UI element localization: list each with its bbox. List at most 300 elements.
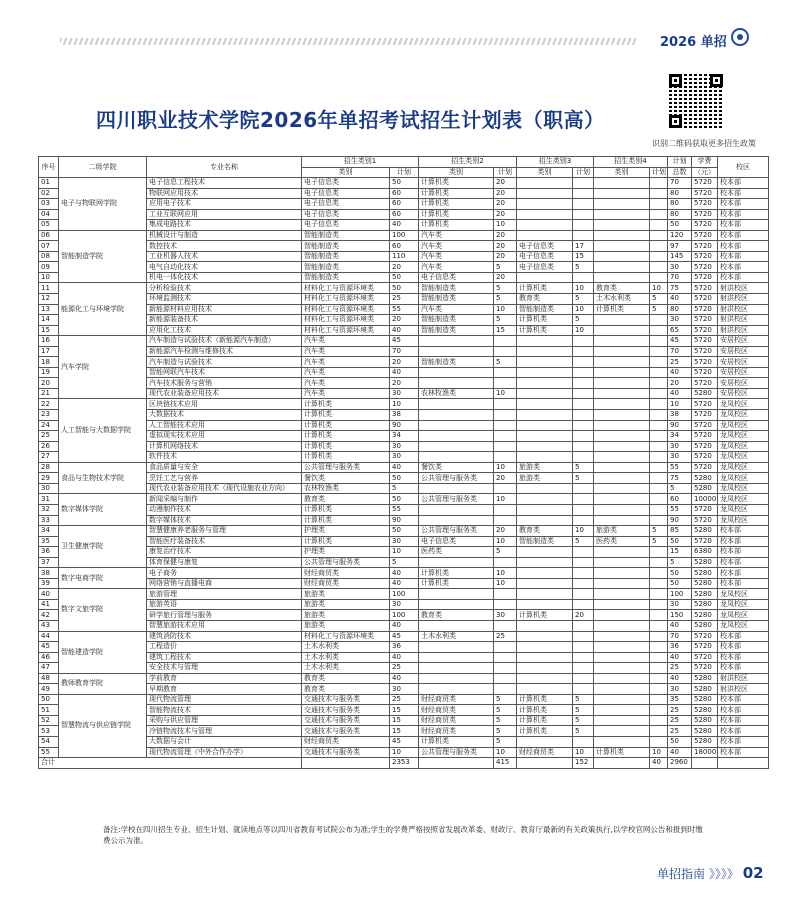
table-cell: 计算机类: [302, 441, 390, 452]
table-cell: 5: [494, 547, 517, 558]
table-cell: [517, 652, 573, 663]
table-cell: 01: [39, 178, 59, 189]
table-row: [39, 325, 769, 336]
table-cell: 财经商贸类: [419, 726, 494, 737]
table-cell: 10: [494, 220, 517, 231]
table-cell: [517, 378, 573, 389]
totals-cell: 合计: [39, 758, 302, 769]
table-cell: 20: [494, 178, 517, 189]
table-cell: 50: [668, 578, 692, 589]
table-cell: 50: [668, 568, 692, 579]
table-cell: 30: [39, 483, 59, 494]
table-cell: [419, 420, 494, 431]
table-cell: [594, 483, 650, 494]
table-cell: 10: [494, 462, 517, 473]
table-cell: 计算机类: [517, 715, 573, 726]
table-row: [39, 431, 769, 442]
table-cell: 40: [390, 462, 419, 473]
table-cell: 19: [39, 367, 59, 378]
table-cell: [419, 346, 494, 357]
table-cell: 射洪校区: [718, 325, 769, 336]
table-row: [39, 715, 769, 726]
table-row: [39, 462, 769, 473]
table-cell: 17: [39, 346, 59, 357]
header-stripe: [60, 38, 638, 45]
table-cell: [650, 230, 668, 241]
table-cell: [650, 694, 668, 705]
table-cell: 5720: [692, 315, 718, 326]
table-cell: 5: [573, 705, 594, 716]
table-cell: [594, 631, 650, 642]
table-cell: [594, 262, 650, 273]
table-cell: [573, 420, 594, 431]
table-cell: [573, 367, 594, 378]
table-cell: [573, 410, 594, 421]
table-cell: [419, 663, 494, 674]
totals-cell: [419, 758, 494, 769]
table-cell: 材料化工与资源环境类: [302, 325, 390, 336]
table-cell: 财经商贸类: [419, 715, 494, 726]
table-cell: [494, 378, 517, 389]
table-cell: 20: [494, 251, 517, 262]
table-cell: 建筑消防技术: [147, 631, 302, 642]
table-cell: 校本部: [718, 188, 769, 199]
table-cell: 计算机类: [302, 504, 390, 515]
table-cell: [650, 599, 668, 610]
header-cat1: 招生类别1: [302, 157, 419, 168]
table-cell: 智能物流技术: [147, 705, 302, 716]
table-cell: [650, 473, 668, 484]
table-cell: 5720: [692, 283, 718, 294]
qr-caption: 识别二维码获取更多招生政策: [652, 139, 756, 148]
table-cell: 计算机类: [594, 747, 650, 758]
table-row: [39, 610, 769, 621]
table-cell: 5: [494, 294, 517, 305]
table-cell: 智能制造类: [302, 230, 390, 241]
table-cell: [650, 663, 668, 674]
table-cell: 旅游类: [594, 526, 650, 537]
table-cell: 软件技术: [147, 452, 302, 463]
table-cell: [650, 547, 668, 558]
table-row: [39, 747, 769, 758]
table-cell: 财经商贸类: [302, 736, 390, 747]
school-cell: 数字媒体学院: [59, 494, 147, 526]
table-cell: 龙凤校区: [718, 599, 769, 610]
table-cell: 5280: [692, 736, 718, 747]
table-cell: 大数据技术: [147, 410, 302, 421]
table-cell: 教育类: [594, 283, 650, 294]
table-cell: 校本部: [718, 642, 769, 653]
table-cell: [650, 346, 668, 357]
table-cell: 43: [39, 620, 59, 631]
table-cell: 37: [39, 557, 59, 568]
table-cell: [517, 483, 573, 494]
table-cell: 计算机类: [302, 452, 390, 463]
table-cell: 38: [39, 568, 59, 579]
table-cell: 29: [39, 473, 59, 484]
table-cell: 50: [390, 494, 419, 505]
table-cell: 校本部: [718, 631, 769, 642]
table-cell: 44: [39, 631, 59, 642]
table-cell: [419, 599, 494, 610]
table-cell: 计算机类: [517, 726, 573, 737]
table-cell: 土木水利类: [302, 663, 390, 674]
table-cell: 安居校区: [718, 367, 769, 378]
table-cell: [573, 557, 594, 568]
table-cell: 25: [494, 631, 517, 642]
table-cell: 60: [668, 494, 692, 505]
header-kind: 类别: [517, 167, 573, 178]
table-cell: 新能源汽车检测与维修技术: [147, 346, 302, 357]
table-cell: 5720: [692, 452, 718, 463]
table-cell: 10: [39, 272, 59, 283]
table-cell: 16: [39, 336, 59, 347]
table-cell: 5: [390, 483, 419, 494]
table-cell: [594, 378, 650, 389]
table-cell: 校本部: [718, 230, 769, 241]
table-cell: [650, 367, 668, 378]
table-cell: [494, 420, 517, 431]
table-cell: 射洪校区: [718, 304, 769, 315]
school-cell: 数字电商学院: [59, 568, 147, 589]
table-row: [39, 209, 769, 220]
table-cell: [573, 178, 594, 189]
table-cell: 20: [494, 188, 517, 199]
table-cell: [594, 462, 650, 473]
table-cell: [419, 673, 494, 684]
table-cell: 计算机类: [517, 610, 573, 621]
table-cell: [517, 673, 573, 684]
table-cell: 动漫制作技术: [147, 504, 302, 515]
footer-label: 单招指南: [657, 867, 706, 881]
table-cell: 30: [668, 441, 692, 452]
table-cell: [594, 736, 650, 747]
table-cell: 20: [390, 378, 419, 389]
table-cell: 10: [650, 747, 668, 758]
table-cell: 智能制造类: [419, 294, 494, 305]
table-cell: [594, 346, 650, 357]
table-cell: [594, 272, 650, 283]
table-cell: 计算机类: [419, 736, 494, 747]
table-cell: 55: [668, 462, 692, 473]
table-cell: 智能制造类: [419, 325, 494, 336]
header-kind: 类别: [302, 167, 390, 178]
table-cell: 计算机类: [594, 304, 650, 315]
table-cell: [419, 504, 494, 515]
table-row: [39, 188, 769, 199]
table-cell: 校本部: [718, 652, 769, 663]
table-cell: [650, 325, 668, 336]
table-cell: 50: [390, 272, 419, 283]
table-cell: 5720: [692, 462, 718, 473]
table-cell: 5720: [692, 251, 718, 262]
table-cell: 15: [494, 325, 517, 336]
table-cell: 40: [390, 652, 419, 663]
table-cell: 15: [573, 251, 594, 262]
table-cell: [650, 642, 668, 653]
table-cell: [650, 431, 668, 442]
table-cell: 电子商务: [147, 568, 302, 579]
table-cell: [573, 199, 594, 210]
header-campus: 校区: [718, 157, 769, 178]
table-cell: 50: [390, 178, 419, 189]
table-cell: 龙凤校区: [718, 610, 769, 621]
table-cell: 旅游管理: [147, 589, 302, 600]
table-cell: 10: [494, 494, 517, 505]
table-cell: [517, 515, 573, 526]
page-number: 02: [742, 864, 764, 882]
table-cell: 工业机器人技术: [147, 251, 302, 262]
header-major: 专业名称: [147, 157, 302, 178]
table-row: [39, 315, 769, 326]
table-cell: [517, 220, 573, 231]
table-cell: 计算机类: [302, 515, 390, 526]
table-cell: 早期教育: [147, 684, 302, 695]
table-cell: 34: [39, 526, 59, 537]
table-cell: 40: [390, 325, 419, 336]
table-cell: [594, 663, 650, 674]
table-row: [39, 367, 769, 378]
table-cell: 汽车类: [419, 304, 494, 315]
totals-cell: [594, 758, 650, 769]
table-cell: 10000: [692, 494, 718, 505]
table-cell: [594, 336, 650, 347]
table-cell: [594, 388, 650, 399]
table-cell: [650, 272, 668, 283]
table-cell: 90: [390, 420, 419, 431]
table-cell: 30: [390, 599, 419, 610]
table-cell: 47: [39, 663, 59, 674]
table-cell: 60: [390, 241, 419, 252]
table-cell: [419, 652, 494, 663]
table-cell: 安居校区: [718, 378, 769, 389]
table-cell: 5720: [692, 441, 718, 452]
table-cell: [573, 188, 594, 199]
table-cell: [573, 220, 594, 231]
table-cell: [573, 631, 594, 642]
table-cell: 虚拟现实技术应用: [147, 431, 302, 442]
table-row: [39, 526, 769, 537]
table-cell: 电子信息类: [302, 209, 390, 220]
table-cell: [650, 610, 668, 621]
table-cell: [517, 557, 573, 568]
table-cell: 20: [390, 357, 419, 368]
table-cell: [650, 251, 668, 262]
table-cell: 校本部: [718, 241, 769, 252]
table-cell: 智能制造类: [302, 262, 390, 273]
table-cell: 25: [668, 726, 692, 737]
table-cell: 汽车类: [302, 357, 390, 368]
header-cat4: 招生类别4: [594, 157, 668, 168]
table-cell: [650, 589, 668, 600]
table-cell: 5280: [692, 694, 718, 705]
table-cell: 5720: [692, 631, 718, 642]
table-cell: [517, 399, 573, 410]
table-cell: [494, 431, 517, 442]
header-seq: 序号: [39, 157, 59, 178]
table-cell: [573, 568, 594, 579]
table-row: [39, 589, 769, 600]
table-cell: [419, 589, 494, 600]
table-cell: 25: [668, 663, 692, 674]
table-cell: 5280: [692, 557, 718, 568]
table-cell: 研学旅行管理与服务: [147, 610, 302, 621]
table-cell: [594, 357, 650, 368]
table-cell: [573, 663, 594, 674]
table-cell: 36: [668, 642, 692, 653]
table-cell: 龙凤校区: [718, 589, 769, 600]
table-cell: [650, 504, 668, 515]
table-cell: 分析检验技术: [147, 283, 302, 294]
table-cell: 汽车类: [302, 346, 390, 357]
table-cell: 机械设计与制造: [147, 230, 302, 241]
table-cell: [573, 441, 594, 452]
table-cell: 智能制造类: [517, 304, 573, 315]
table-cell: 13: [39, 304, 59, 315]
table-cell: 教育类: [419, 610, 494, 621]
table-cell: 60: [390, 188, 419, 199]
table-cell: 校本部: [718, 747, 769, 758]
table-cell: 智慧旅游技术应用: [147, 620, 302, 631]
table-cell: 5720: [692, 272, 718, 283]
table-cell: [594, 367, 650, 378]
table-cell: 10: [573, 304, 594, 315]
page-footer: [657, 864, 764, 882]
table-cell: 20: [494, 241, 517, 252]
table-cell: 15: [390, 715, 419, 726]
school-cell: 智慧物流与供应链学院: [59, 694, 147, 757]
table-cell: 安居校区: [718, 336, 769, 347]
totals-cell: 2960: [668, 758, 692, 769]
header-plan: 计划: [650, 167, 668, 178]
table-cell: 10: [494, 747, 517, 758]
table-cell: 校本部: [718, 705, 769, 716]
header-fee-sub: （元）: [692, 167, 718, 178]
table-cell: 校本部: [718, 272, 769, 283]
table-row: [39, 473, 769, 484]
table-cell: 新能源装备技术: [147, 315, 302, 326]
table-cell: 10: [650, 283, 668, 294]
table-cell: 5: [390, 557, 419, 568]
table-cell: 40: [668, 367, 692, 378]
table-cell: 校本部: [718, 251, 769, 262]
table-cell: [594, 557, 650, 568]
table-cell: 电子信息类: [517, 241, 573, 252]
table-cell: 工程造价: [147, 642, 302, 653]
table-cell: 20: [494, 526, 517, 537]
qr-code-icon[interactable]: [667, 72, 725, 130]
table-cell: 5: [573, 462, 594, 473]
table-cell: [494, 673, 517, 684]
table-cell: [517, 367, 573, 378]
school-cell: 人工智能与大数据学院: [59, 399, 147, 462]
table-cell: 计算机类: [419, 199, 494, 210]
table-cell: 校本部: [718, 526, 769, 537]
table-cell: 计算机类: [419, 188, 494, 199]
table-cell: 25: [390, 294, 419, 305]
table-cell: [517, 589, 573, 600]
table-cell: 70: [668, 346, 692, 357]
table-cell: [650, 652, 668, 663]
table-cell: 教育类: [517, 294, 573, 305]
header-cat3: 招生类别3: [517, 157, 594, 168]
table-cell: 校本部: [718, 715, 769, 726]
table-cell: 汽车类: [419, 251, 494, 262]
table-cell: 5: [494, 283, 517, 294]
table-cell: 食品质量与安全: [147, 462, 302, 473]
totals-cell: [517, 758, 573, 769]
table-cell: 龙凤校区: [718, 620, 769, 631]
table-cell: 31: [39, 494, 59, 505]
table-row: [39, 652, 769, 663]
table-body: [39, 178, 769, 769]
table-cell: 20: [390, 315, 419, 326]
table-cell: 学前教育: [147, 673, 302, 684]
table-cell: [517, 631, 573, 642]
table-cell: 旅游英语: [147, 599, 302, 610]
table-cell: 大数据与会计: [147, 736, 302, 747]
table-cell: 11: [39, 283, 59, 294]
table-row: [39, 262, 769, 273]
table-cell: 智能制造类: [302, 251, 390, 262]
table-cell: 5720: [692, 220, 718, 231]
table-cell: 龙凤校区: [718, 462, 769, 473]
table-cell: 10: [573, 747, 594, 758]
table-cell: [573, 515, 594, 526]
table-cell: [573, 272, 594, 283]
table-cell: 汽车技术服务与营销: [147, 378, 302, 389]
header-fee: 学费: [692, 157, 718, 168]
table-cell: 应用化工技术: [147, 325, 302, 336]
school-cell: 智能建造学院: [59, 631, 147, 673]
table-row: [39, 568, 769, 579]
table-cell: 5280: [692, 610, 718, 621]
table-cell: [419, 378, 494, 389]
table-cell: [594, 642, 650, 653]
table-cell: 5720: [692, 346, 718, 357]
table-cell: [594, 578, 650, 589]
table-cell: 5720: [692, 536, 718, 547]
table-cell: [517, 736, 573, 747]
totals-cell: [718, 758, 769, 769]
table-cell: 旅游类: [302, 599, 390, 610]
table-cell: 49: [39, 684, 59, 695]
table-cell: 财经商贸类: [517, 747, 573, 758]
table-cell: [594, 673, 650, 684]
table-cell: [650, 578, 668, 589]
table-cell: 5: [668, 483, 692, 494]
table-cell: 34: [390, 431, 419, 442]
table-cell: 5: [650, 536, 668, 547]
table-cell: 5720: [692, 367, 718, 378]
table-cell: 10: [390, 747, 419, 758]
table-cell: 汽车类: [302, 388, 390, 399]
table-cell: 校本部: [718, 178, 769, 189]
table-cell: 10: [390, 547, 419, 558]
table-cell: 汽车类: [302, 378, 390, 389]
table-cell: 145: [668, 251, 692, 262]
table-cell: 120: [668, 230, 692, 241]
table-cell: [419, 620, 494, 631]
table-cell: 55: [39, 747, 59, 758]
table-cell: [650, 399, 668, 410]
table-cell: [650, 557, 668, 568]
table-cell: 智能制造类: [419, 315, 494, 326]
table-cell: 5720: [692, 294, 718, 305]
table-cell: [517, 230, 573, 241]
table-cell: 安居校区: [718, 346, 769, 357]
table-cell: [594, 504, 650, 515]
